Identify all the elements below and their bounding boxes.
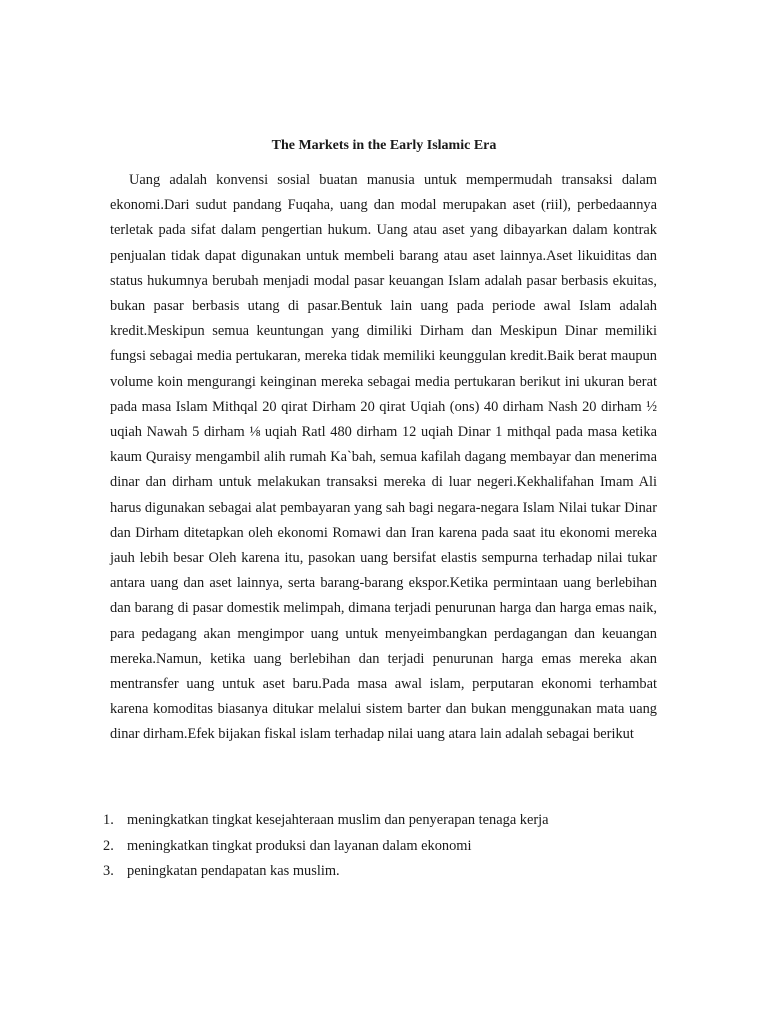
document-title: The Markets in the Early Islamic Era bbox=[271, 138, 497, 153]
list-item bbox=[103, 808, 663, 834]
list-item-number: 3. bbox=[103, 863, 114, 879]
list-item-number: 1. bbox=[103, 812, 114, 828]
list-item-text: meningkatkan tingkat produksi dan layanan dalam ekonomi bbox=[127, 837, 472, 854]
list-item-number: 2. bbox=[103, 837, 114, 854]
body-paragraph: Uang adalah konvensi sosial buatan manusia untuk mempermudah transaksi dalam ekonomi.Dari sudut pandang Fuqaha, uang dan modal merupakan aset (riil), perbedaannya terletak pada sifat dalam pengertian hukum. Uang atau aset yang dibayarkan dalam kontrak penjualan tidak dapat digunakan untuk membeli barang atau aset lainnya.Aset likuiditas dan status hukumnya berubah menjadi modal pasar keuangan Islam adalah pasar berbasis ekuitas, bukan pasar berbasis utang di pasar.Bentuk lain uang pada periode awal Islam adalah kredit.Meskipun semua keuntungan yang dimiliki Dirham dan Meskipun Dinar memiliki fungsi sebagai media pertukaran, mereka tidak memiliki keunggulan kredit.Baik berat maupun volume koin mengurangi keinginan mereka sebagai media pertukaran berikut ini ukuran berat pada masa Islam Mithqal 20 qirat Dirham 20 qirat Uqiah (ons) 40 dirham Nash 20 dirham ½ uqiah Nawah 5 dirham ⅛ uqiah Ratl 480 dirham 12 uqiah Dinar 1 mithqal pada masa ketika kaum Quraisy mengambil alih rumah Ka`bah, semua kafilah dagang membayar dan menerima dinar dan dirham untuk melakukan transaksi mereka di luar negeri.Kekhalifahan Imam Ali harus digunakan sebagai alat pembayaran yang sah bagi negara-negara Islam Nilai tukar Dinar dan Dirham ditetapkan oleh ekonomi Romawi dan Iran karena pada saat itu ekonomi mereka jauh lebih besar Oleh karena itu, pasokan uang bersifat elastis sempurna terhadap nilai tukar antara uang dan aset lainnya, serta barang-barang ekspor.Ketika permintaan uang berlebihan dan barang di pasar domestik melimpah, dimana terjadi penurunan harga dan harga emas naik, para pedagang akan mengimpor uang untuk menyeimbangkan perdagangan dan keuangan mereka.Namun, ketika uang berlebihan dan terjadi penurunan harga emas mereka akan mentransfer uang untuk aset baru.Pada masa awal islam, perputaran ekonomi terhambat karena komoditas biasanya ditukar melalui sistem barter dan bukan menggunakan mata uang dinar dirham.Efek bijakan fiskal islam terhadap nilai uang atara lain adalah sebagai berikut bbox=[110, 172, 657, 743]
list-item bbox=[103, 859, 663, 885]
list-item-text: peningkatan pendapatan kas muslim. bbox=[127, 863, 340, 879]
numbered-list bbox=[103, 808, 663, 885]
list-item-text: meningkatkan tingkat kesejahteraan muslim dan penyerapan tenaga kerja bbox=[127, 812, 549, 828]
list-item bbox=[103, 834, 663, 860]
